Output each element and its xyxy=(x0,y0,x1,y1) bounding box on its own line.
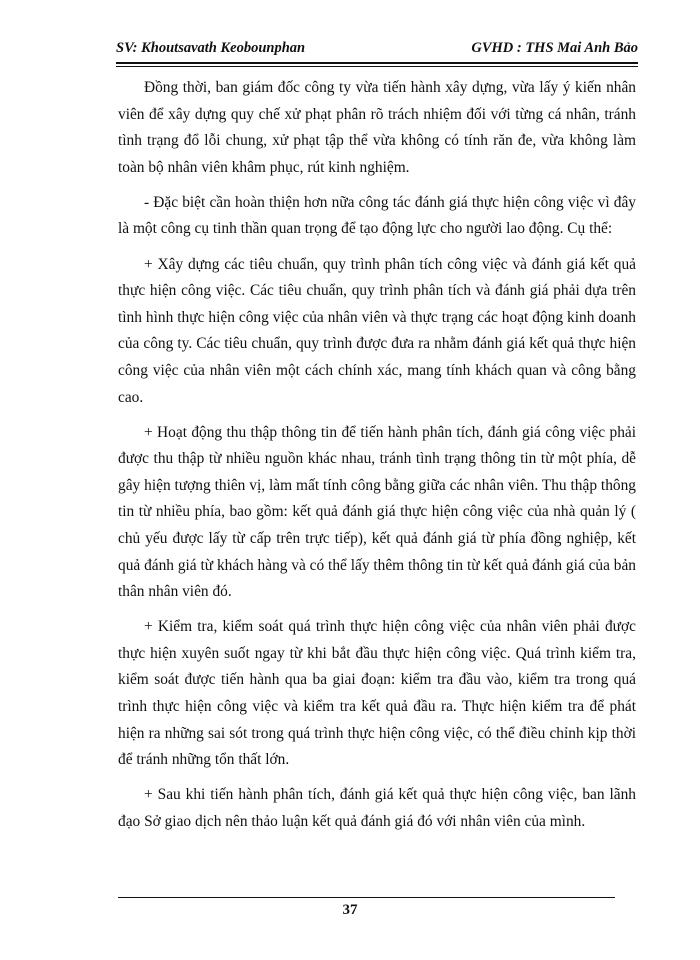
page-number: 37 xyxy=(342,902,358,918)
page-header xyxy=(116,40,638,57)
footer-rule xyxy=(118,897,615,898)
header-advisor: GVHD : THS Mai Anh Bảo xyxy=(471,40,638,56)
paragraph-6: + Sau khi tiến hành phân tích, đánh giá kết quả thực hiện công việc, ban lãnh đạo Sở giao dịch nên thảo luận kết quả đánh giá đó với nhân viên của mình. xyxy=(118,786,636,830)
paragraph-2: - Đặc biệt cần hoàn thiện hơn nữa công tác đánh giá thực hiện công việc vì đây là một công cụ tinh thần quan trọng để tạo động lực cho người lao động. Cụ thể: xyxy=(118,193,636,238)
paragraph-5: + Kiểm tra, kiểm soát quá trình thực hiện công việc của nhân viên phải được thực hiện xuyên suốt ngay từ khi bắt đầu thực hiện công việc. Quá trình kiểm tra, kiểm soát được tiến hành qua ba giai đoạn: kiểm tra đầu vào, kiểm tra trong quá trình thực hiện công việc và kiểm tra kết quả đầu ra. Thực hiện kiểm tra để phát hiện ra những sai sót trong quá trình thực hiện công việc, có thể điều chỉnh kịp thời để tránh những tổn thất lớn. xyxy=(118,618,636,769)
paragraph-4: + Hoạt động thu thập thông tin để tiến hành phân tích, đánh giá công việc phải được thu thập từ nhiều nguồn khác nhau, tránh tình trạng thông tin từ một phía, dễ gây hiện tượng thiên vị, làm mất tính công bằng giữa các nhân viên. Thu thập thông tin từ nhiều phía, bao gồm: kết quả đánh giá thực hiện công việc của nhà quản lý ( chủ yếu được lấy từ cấp trên trực tiếp), kết quả đánh giá từ phía đồng nghiệp, kết quả đánh giá từ khách hàng và có thể lấy thêm thông tin từ kết quả đánh giá của bản thân nhân viên đó. xyxy=(118,423,637,601)
body-text xyxy=(118,75,636,844)
paragraph-1: Đồng thời, ban giám đốc công ty vừa tiến hành xây dựng, vừa lấy ý kiến nhân viên để xây dựng quy chế xử phạt phân rõ trách nhiệm đối với từng cá nhân, tránh tình trạng đổ lỗi chung, xử phạt tập thể vừa không có tính răn đe, vừa không làm toàn bộ nhân viên khâm phục, rút kinh nghiệm. xyxy=(118,79,636,176)
header-student: SV: Khoutsavath Keobounphan xyxy=(116,40,306,56)
paragraph-3: + Xây dựng các tiêu chuẩn, quy trình phân tích công việc và đánh giá kết quả thực hiện công việc. Các tiêu chuẩn, quy trình phân tích và đánh giá phải dựa trên tình hình thực hiện công việc của nhân viên và thực trạng các hoạt động kinh doanh của công ty. Các tiêu chuẩn, quy trình được đưa ra nhằm đánh giá kết quả thực hiện công việc của nhân viên một cách chính xác, mang tính khách quan và công bằng cao. xyxy=(118,255,636,406)
